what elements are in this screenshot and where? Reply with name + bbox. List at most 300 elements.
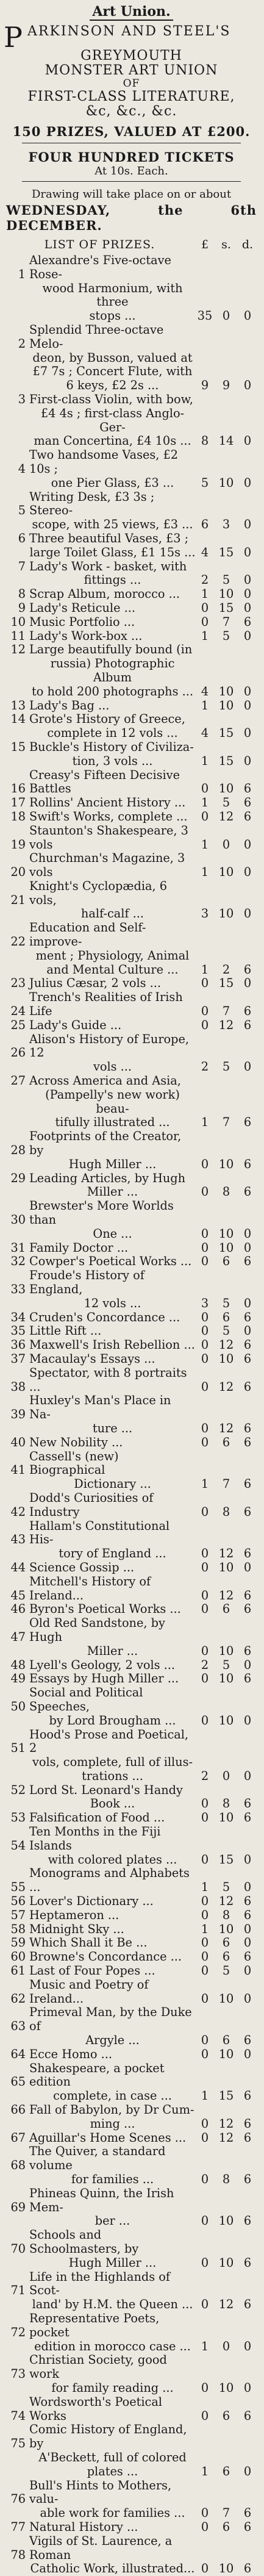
prize-item	[4, 741, 259, 755]
prize-shillings: 6	[222, 2464, 230, 2478]
prize-item	[4, 1602, 259, 1616]
prize-item-continuation	[4, 2173, 259, 2187]
prize-value	[196, 1060, 259, 1074]
title-line-4: OF	[123, 77, 140, 90]
prize-number: 10	[10, 614, 26, 629]
prize-description: 6 keys, £2 2s ...	[66, 378, 159, 393]
prize-shillings: 7	[222, 614, 230, 629]
prize-pence: 6	[243, 1004, 252, 1019]
prize-pounds: 1	[201, 837, 209, 852]
prize-shillings: 12	[218, 1421, 234, 1435]
prize-item-continuation	[4, 2117, 259, 2131]
prize-value	[196, 1547, 259, 1561]
prize-pounds: 3	[201, 1296, 209, 1310]
prize-value	[196, 1923, 259, 1937]
prize-item	[4, 880, 259, 908]
prize-pounds: 0	[201, 2380, 209, 2395]
prize-number: 29	[10, 1171, 26, 1185]
prize-description: Ten Months in the Fiji Islands	[29, 1824, 161, 1853]
prize-number: 35	[10, 1324, 26, 1338]
prize-pounds: 0	[201, 1185, 209, 1199]
prize-pounds: 0	[201, 2506, 209, 2520]
prize-item	[4, 1575, 259, 1603]
prize-item	[4, 2423, 259, 2451]
prize-description: Staunton's Shakespeare, 3 vols	[29, 823, 188, 852]
prize-pounds: 1	[201, 1880, 209, 1895]
prize-item	[4, 991, 259, 1019]
prize-pounds: 3	[201, 906, 209, 921]
prize-description: Rollins' Ancient History ...	[29, 795, 186, 810]
prize-shillings: 8	[222, 1504, 230, 1519]
prize-number: 11	[10, 628, 26, 643]
prize-description: ming ...	[90, 2116, 135, 2131]
prize-pounds: 0	[201, 1421, 209, 1435]
prize-pence: 6	[243, 2297, 252, 2312]
prize-description: fittings ...	[84, 573, 141, 587]
prize-number: 38	[10, 1379, 26, 1394]
prize-item	[4, 1728, 259, 1756]
prize-item-continuation	[4, 755, 259, 769]
prize-shillings: 0	[222, 309, 230, 323]
prize-value	[196, 1338, 259, 1352]
prize-description: Writing Desk, £3 3s ; Stereo-	[29, 489, 155, 518]
prize-number: 66	[10, 2103, 26, 2117]
prize-item	[4, 810, 259, 824]
prize-pence: 0	[243, 1991, 252, 2006]
prize-shillings: 10	[218, 1560, 234, 1574]
prize-shillings: 10	[218, 1157, 234, 1171]
prize-value	[196, 615, 259, 630]
prize-description: First-class Violin, with bow,	[29, 392, 193, 406]
prize-item-continuation	[4, 1158, 259, 1172]
prize-shillings: 9	[222, 378, 230, 393]
prize-description: Which Shall it Be ...	[29, 1936, 148, 1950]
prize-description: for family reading ...	[51, 2380, 174, 2395]
prize-description: edition in morocco case ...	[34, 2339, 191, 2353]
prize-description: Aguillar's Home Scenes ...	[29, 2130, 187, 2145]
prize-item	[4, 615, 259, 630]
prize-shillings: 10	[218, 906, 234, 921]
prize-item-continuation	[4, 351, 259, 365]
prize-pounds: 0	[201, 1226, 209, 1241]
prize-list-title: LIST OF PRIZES.	[44, 238, 155, 252]
prize-description: Miller ...	[87, 1185, 138, 1199]
prize-description: Julius Cæsar, 2 vols ...	[29, 976, 162, 991]
prize-shillings: 7	[222, 1004, 230, 1019]
prize-description: Dodd's Curiosities of Industry	[29, 1490, 154, 1519]
prize-number: 42	[10, 1504, 26, 1519]
prize-item-continuation	[4, 379, 259, 393]
prize-description: Little Rift ...	[29, 1324, 102, 1338]
prize-shillings: 10	[218, 781, 234, 796]
prize-shillings: 5	[222, 1324, 230, 1338]
prize-item	[4, 2395, 259, 2424]
prize-value	[196, 685, 259, 699]
prize-item	[4, 1311, 259, 1325]
prize-item-continuation	[4, 1060, 259, 1074]
prize-shillings: 8	[222, 1185, 230, 1199]
prize-item-continuation	[4, 2089, 259, 2103]
prize-shillings: 12	[218, 1017, 234, 1032]
prize-number: 54	[10, 1838, 26, 1853]
prize-item	[4, 393, 259, 407]
prize-pounds: 0	[201, 1017, 209, 1032]
prize-value	[196, 1116, 259, 1130]
prize-number: 22	[10, 935, 26, 949]
prize-pounds: 0	[201, 2519, 209, 2534]
prize-value	[196, 1005, 259, 1019]
prize-shillings: 15	[218, 976, 234, 991]
prize-item-continuation	[4, 2381, 259, 2395]
prize-number: 34	[10, 1310, 26, 1324]
prize-description: Music and Poetry of Ireland...	[29, 1977, 149, 2006]
prize-value	[196, 1227, 259, 1241]
prize-value	[196, 2089, 259, 2103]
prize-description: Phineas Quinn, the Irish Mem-	[29, 2186, 174, 2214]
prize-description: Fall of Babylon, by Dr Cum-	[29, 2103, 194, 2117]
prize-item-continuation	[4, 963, 259, 977]
prize-number: 18	[10, 809, 26, 823]
prize-pence: 0	[243, 1324, 252, 1338]
prize-value	[196, 1352, 259, 1366]
prize-description: Lady's Work-box ...	[29, 628, 143, 643]
prize-item	[4, 1019, 259, 1033]
prize-pence: 6	[243, 2089, 252, 2103]
prize-shillings: 10	[218, 1713, 234, 1727]
prize-pounds: 0	[201, 1254, 209, 1269]
prize-description: Froude's History of England,	[29, 1268, 144, 1296]
prize-number: 69	[10, 2200, 26, 2214]
prize-pence: 6	[243, 1671, 252, 1686]
prize-number: 65	[10, 2075, 26, 2089]
prize-pence: 0	[243, 475, 252, 490]
prize-value	[196, 2465, 259, 2479]
prize-pounds: 1	[201, 962, 209, 977]
prize-value	[196, 2214, 259, 2228]
prize-shillings: 10	[218, 1351, 234, 1366]
prize-pence: 6	[243, 1810, 252, 1825]
prize-description: Macaulay's Essays ...	[29, 1351, 155, 1366]
prize-pounds: 0	[201, 1240, 209, 1255]
prize-value	[196, 1297, 259, 1311]
prize-pounds: 0	[201, 781, 209, 796]
prize-pounds: 1	[201, 1921, 209, 1936]
prize-item	[4, 1923, 259, 1937]
prize-description: Monograms and Alphabets ...	[29, 1866, 190, 1895]
prize-description: tory of England ...	[59, 1546, 166, 1561]
prize-shillings: 8	[222, 1907, 230, 1922]
prize-item-continuation	[4, 1227, 259, 1241]
prize-pence: 6	[243, 1310, 252, 1324]
prize-description: Brewster's More Worlds than	[29, 1199, 174, 1227]
prize-number: 51	[10, 1741, 26, 1756]
prize-item	[4, 1394, 259, 1422]
prize-description: Swift's Works, complete ...	[29, 809, 188, 823]
prize-pounds: 1	[201, 1115, 209, 1130]
prize-item	[4, 1450, 259, 1478]
prize-shillings: 5	[222, 1060, 230, 1074]
prize-description: Last of Four Popes ...	[29, 1964, 155, 1978]
prize-shillings: 5	[222, 1296, 230, 1310]
prize-item	[4, 1811, 259, 1825]
prize-value	[196, 1436, 259, 1450]
prizes-value: 150 PRIZES, VALUED AT £200.	[12, 124, 251, 140]
prize-number: 3	[18, 392, 26, 406]
prize-description: Old Red Sandstone, by Hugh	[29, 1616, 165, 1644]
prize-item	[4, 1672, 259, 1686]
prize-pence: 6	[243, 2506, 252, 2520]
prize-description: Browne's Concordance ...	[29, 1950, 182, 1964]
prize-item-continuation	[4, 2506, 259, 2520]
prize-description: (Pampelly's new work) beau-	[45, 1087, 180, 1116]
prize-item-continuation	[4, 1185, 259, 1199]
prize-pence: 6	[243, 1115, 252, 1130]
prize-description: plates ...	[87, 2464, 138, 2478]
prize-pounds: 1	[201, 1477, 209, 1491]
prize-item	[4, 1074, 259, 1088]
prize-item-continuation	[4, 2451, 259, 2465]
prize-description: one Pier Glass, £3 ...	[51, 475, 174, 490]
prize-shillings: 7	[222, 1477, 230, 1491]
prize-number: 14	[10, 712, 26, 727]
prize-pence: 0	[243, 976, 252, 991]
prize-number: 75	[10, 2436, 26, 2451]
prize-value	[196, 1019, 259, 1033]
prize-pence: 6	[243, 1185, 252, 1199]
prize-value	[196, 379, 259, 393]
prize-pounds: 0	[201, 1504, 209, 1519]
prize-number: 71	[10, 2283, 26, 2298]
prize-pence: 6	[243, 1546, 252, 1561]
prize-pounds: 0	[201, 1643, 209, 1658]
prize-description: Shakespeare, a pocket edition	[29, 2061, 165, 2089]
prize-pence: 0	[243, 698, 252, 712]
prize-shillings: 10	[218, 865, 234, 880]
prize-pounds: 0	[201, 2561, 209, 2576]
prize-description: Two handsome Vases, £2 10s ;	[29, 448, 179, 476]
prize-pence: 6	[243, 2561, 252, 2576]
prize-item-continuation	[4, 2465, 259, 2479]
prize-shillings: 10	[218, 1921, 234, 1936]
prize-description: Essays by Hugh Miller ...	[29, 1671, 179, 1686]
prize-pence: 0	[243, 1768, 252, 1783]
prize-pence: 6	[243, 1643, 252, 1658]
prize-pence: 0	[243, 600, 252, 615]
prize-item	[4, 1199, 259, 1227]
prize-value	[196, 1477, 259, 1491]
prize-pence: 0	[243, 378, 252, 393]
prize-item-continuation	[4, 1477, 259, 1491]
prize-shillings: 6	[222, 1435, 230, 1449]
prize-pence: 0	[243, 573, 252, 587]
prize-shillings: 10	[218, 1991, 234, 2006]
prize-shillings: 10	[218, 2561, 234, 2576]
prize-description: Lady's Bag ...	[29, 698, 110, 712]
prize-value	[196, 1158, 259, 1172]
prize-item	[4, 1978, 259, 2006]
prize-shillings: 8	[222, 1796, 230, 1811]
prize-shillings: 0	[222, 2339, 230, 2353]
prize-value	[196, 1992, 259, 2006]
prize-pounds: 2	[201, 1768, 209, 1783]
prize-shillings: 7	[222, 2506, 230, 2520]
prize-pence: 6	[243, 1602, 252, 1616]
prize-pence: 0	[243, 434, 252, 448]
prize-item-continuation	[4, 282, 259, 310]
prize-pence: 0	[243, 753, 252, 768]
prize-item	[4, 587, 259, 601]
drawing-date: WEDNESDAY, the 6th DECEMBER.	[6, 203, 257, 234]
prize-item	[4, 1686, 259, 1714]
prize-pounds: 0	[201, 976, 209, 991]
prize-value	[196, 2506, 259, 2520]
prize-pounds: 0	[201, 1435, 209, 1449]
prize-number: 9	[18, 600, 26, 615]
prize-number: 61	[10, 1964, 26, 1978]
prize-shillings: 5	[222, 628, 230, 643]
prize-shillings: 6	[222, 1254, 230, 1269]
prize-pounds: 0	[201, 1936, 209, 1950]
prize-item-continuation	[4, 2340, 259, 2354]
prize-shillings: 15	[218, 1852, 234, 1867]
prize-item-continuation	[4, 434, 259, 448]
prize-shillings: 6	[222, 2519, 230, 2534]
prize-shillings: 10	[218, 2380, 234, 2395]
prize-number: 47	[10, 1629, 26, 1644]
prize-value	[196, 309, 259, 323]
prize-value	[196, 1645, 259, 1659]
prize-number: 78	[10, 2547, 26, 2562]
prize-shillings: 10	[218, 587, 234, 601]
prize-number: 67	[10, 2130, 26, 2145]
prize-shillings: 5	[222, 795, 230, 810]
prize-description: Hallam's Constitutional His-	[29, 1518, 170, 1547]
prize-value	[196, 1255, 259, 1269]
prize-value	[196, 838, 259, 852]
prize-item	[4, 1616, 259, 1645]
prize-pence: 6	[243, 1796, 252, 1811]
prize-description: Dictionary ...	[74, 1477, 151, 1491]
prize-description: New Nobility ...	[29, 1435, 123, 1449]
prize-description: man Concertina, £4 10s ...	[34, 434, 191, 448]
prize-shillings: 10	[218, 1810, 234, 1825]
prize-item	[4, 2006, 259, 2034]
prize-value	[196, 1324, 259, 1338]
prize-value	[196, 1895, 259, 1909]
prize-pence: 6	[243, 1950, 252, 1964]
prize-description: Knight's Cyclopædia, 6 vols,	[29, 878, 168, 907]
prize-number: 48	[10, 1657, 26, 1672]
prize-pounds: 0	[201, 2047, 209, 2061]
prize-item	[4, 1936, 259, 1950]
prize-item-continuation	[4, 1756, 259, 1770]
prize-description: ber ...	[95, 2214, 130, 2228]
prize-value	[196, 1714, 259, 1728]
prize-number: 6	[18, 531, 26, 545]
prize-value	[196, 2298, 259, 2312]
prize-item	[4, 1130, 259, 1158]
prize-item-continuation	[4, 1797, 259, 1811]
prize-description: Hugh Miller ...	[68, 2255, 157, 2270]
prize-pence: 6	[243, 1421, 252, 1435]
prize-description: Comic History of England, by	[29, 2422, 187, 2451]
prize-pence: 6	[243, 2519, 252, 2534]
prize-description: Natural History ...	[29, 2519, 138, 2534]
prize-pounds: 0	[201, 1671, 209, 1686]
prize-value	[196, 1185, 259, 1199]
prize-description: Creasy's Fifteen Decisive Battles	[29, 767, 180, 796]
prize-value	[196, 2381, 259, 2395]
prize-number: 58	[10, 1921, 26, 1936]
prize-value	[196, 2034, 259, 2048]
prize-item	[4, 1784, 259, 1798]
prize-value	[196, 796, 259, 810]
prize-description: Cowper's Poetical Works ...	[29, 1254, 192, 1269]
prize-value	[196, 2562, 259, 2576]
prize-description: Science Gossip ...	[29, 1560, 135, 1574]
prize-shillings: 5	[222, 1964, 230, 1978]
prize-description: Catholic Work, illustrated...	[30, 2561, 195, 2576]
prize-value	[196, 587, 259, 601]
prize-number: 50	[10, 1699, 26, 1713]
prize-number: 12	[10, 642, 26, 657]
prize-pence: 6	[243, 795, 252, 810]
prize-pence: 0	[243, 837, 252, 852]
prize-pence: 6	[243, 1157, 252, 1171]
prize-item	[4, 796, 259, 810]
prize-shillings: 12	[218, 1894, 234, 1909]
prize-value	[196, 1770, 259, 1784]
prize-description: The Quiver, a standard volume	[29, 2144, 166, 2173]
prize-item	[4, 2270, 259, 2298]
prize-value	[196, 2131, 259, 2145]
prize-item	[4, 1659, 259, 1673]
drop-cap: P	[4, 21, 24, 54]
prize-pence: 6	[243, 2033, 252, 2048]
prize-item-continuation	[4, 573, 259, 587]
prize-shillings: 10	[218, 698, 234, 712]
prize-value	[196, 1881, 259, 1895]
prize-shillings: 6	[222, 1602, 230, 1616]
prize-value	[196, 573, 259, 587]
prize-value	[196, 2173, 259, 2187]
prize-description: Social and Political Speeches,	[29, 1685, 143, 1713]
prize-pounds: 0	[201, 1351, 209, 1366]
prize-number: 76	[10, 2492, 26, 2506]
prize-pence: 6	[243, 614, 252, 629]
prize-value	[196, 1853, 259, 1867]
prize-pence: 0	[243, 1852, 252, 1867]
prize-shillings: 10	[218, 2047, 234, 2061]
prize-item	[4, 824, 259, 852]
prize-pounds: 0	[201, 1894, 209, 1909]
prize-shillings: 15	[218, 726, 234, 741]
prize-shillings: 12	[218, 2297, 234, 2312]
tickets-heading: FOUR HUNDRED TICKETS	[28, 149, 235, 165]
prize-pounds: 0	[201, 1157, 209, 1171]
prize-item	[4, 1867, 259, 1895]
prize-pence: 6	[243, 1379, 252, 1394]
prize-pounds: 1	[201, 865, 209, 880]
prize-pence: 0	[243, 628, 252, 643]
prize-value	[196, 1659, 259, 1673]
prize-pounds: 0	[201, 1560, 209, 1574]
prize-pounds: 0	[201, 1338, 209, 1352]
prize-value	[196, 2409, 259, 2424]
prize-pence: 6	[243, 1351, 252, 1366]
prize-shillings: 12	[218, 1588, 234, 1602]
prize-item-continuation	[4, 2256, 259, 2270]
